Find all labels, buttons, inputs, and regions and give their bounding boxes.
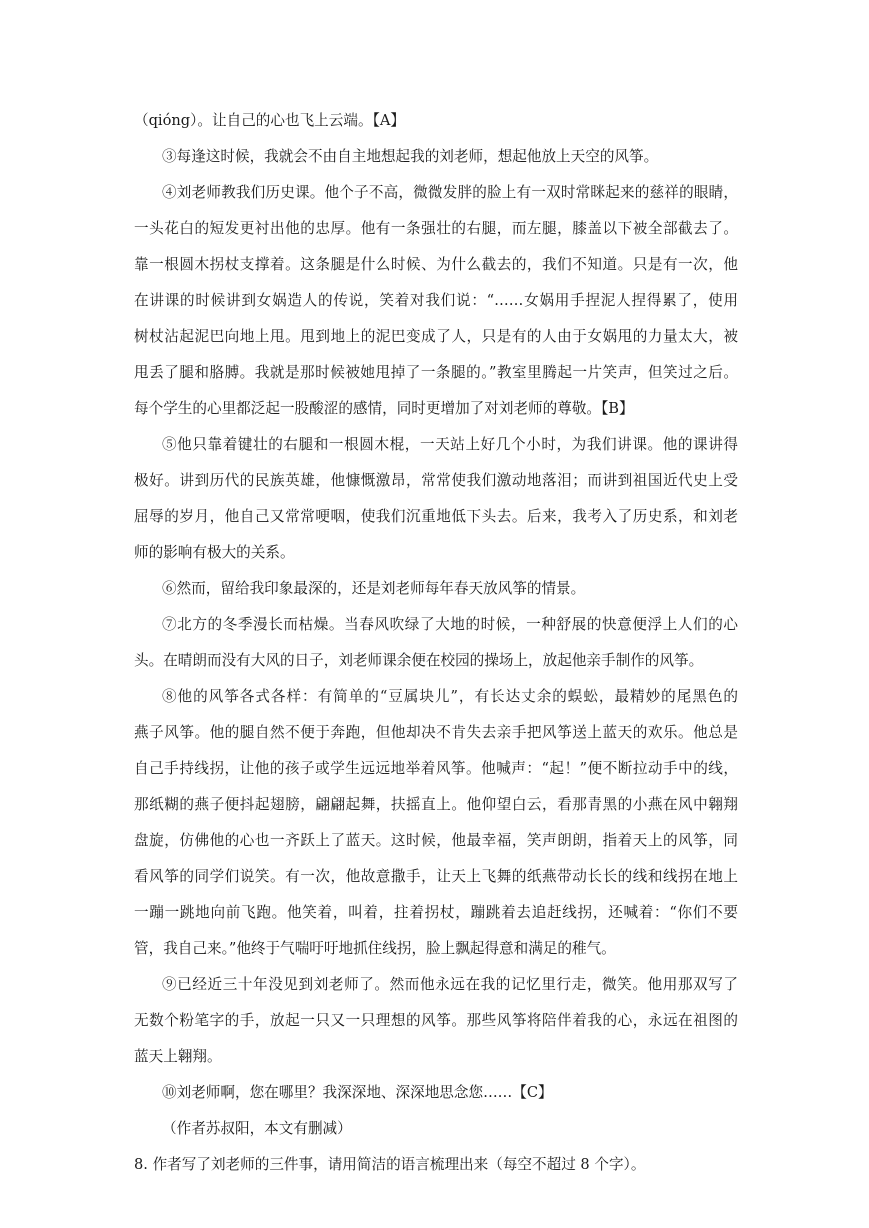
paragraph-10: ⑩刘老师啊，您在哪里？我深深地、深深地思念您……【C】 bbox=[162, 1084, 553, 1101]
paragraph-7: ⑦北方的冬季漫长而枯燥。当春风吹绿了大地的时候，一种舒展的快意便浮上人们的心 bbox=[162, 616, 738, 633]
text-line: 极好。讲到历代的民族英雄，他慷慨激昂，常常使我们激动地落泪；而讲到祖国近代史上受 bbox=[134, 472, 738, 489]
text-line: 无数个粉笔字的手，放起一只又一只理想的风筝。那些风筝将陪伴着我的心，永远在祖图的 bbox=[134, 1012, 738, 1029]
text-line: 师的影响有极大的关系。 bbox=[134, 544, 295, 561]
text-line: 一头花白的短发更衬出他的忠厚。他有一条强壮的右腿，而左腿，膝盖以下被全部截去了。 bbox=[134, 220, 738, 237]
text-line: 蓝天上翱翔。 bbox=[134, 1048, 222, 1065]
text-line: 看风筝的同学们说笑。有一次，他故意撒手，让天上飞舞的纸燕带动长长的线和线拐在地上 bbox=[134, 868, 738, 885]
text-line: 每个学生的心里都泛起一股酸涩的感情，同时更增加了对刘老师的尊敬。【B】 bbox=[134, 400, 634, 417]
text-line: 管，我自己来。”他终于气喘吁吁地抓住线拐，脸上飘起得意和满足的稚气。 bbox=[134, 940, 616, 957]
paragraph-3: ③每逢这时候，我就会不由自主地想起我的刘老师，想起他放上天空的风筝。 bbox=[162, 148, 659, 165]
text-line: 树杖沾起泥巴向地上甩。甩到地上的泥巴变成了人，只是有的人由于女娲甩的力量太大，被 bbox=[134, 328, 738, 345]
text-line: （qióng）。让自己的心也飞上云端。【A】 bbox=[134, 112, 405, 129]
question-8: 8. 作者写了刘老师的三件事，请用简洁的语言梳理出来（每空不超过 8 个字）。 bbox=[134, 1156, 646, 1173]
author-note: （作者苏叔阳，本文有删减） bbox=[162, 1120, 352, 1137]
text-line: 靠一根圆木拐杖支撑着。这条腿是什么时候、为什么截去的，我们不知道。只是有一次，他 bbox=[134, 256, 738, 273]
text-line: 甩丢了腿和胳膊。我就是那时候被她甩掉了一条腿的。”教室里腾起一片笑声，但笑过之后。 bbox=[134, 364, 738, 381]
text-line: 屈辱的岁月，他自己又常常哽咽，使我们沉重地低下头去。后来，我考入了历史系，和刘老 bbox=[134, 508, 738, 525]
text-line: 盘旋，仿佛他的心也一齐跃上了蓝天。这时候，他最幸福，笑声朗朗，指着天上的风筝，同 bbox=[134, 832, 738, 849]
text-line: 燕子风筝。他的腿自然不便于奔跑，但他却决不肯失去亲手把风筝送上蓝天的欢乐。他总是 bbox=[134, 724, 738, 741]
text-line: 那纸糊的燕子便抖起翅膀，翩翩起舞，扶摇直上。他仰望白云，看那青黑的小燕在风中翱翔 bbox=[134, 796, 738, 813]
paragraph-6: ⑥然而，留给我印象最深的，还是刘老师每年春天放风筝的情景。 bbox=[162, 580, 586, 597]
text-line: 自己手持线拐，让他的孩子或学生远远地举着风筝。他喊声：“起！”便不断拉动手中的线， bbox=[134, 760, 738, 777]
paragraph-8: ⑧他的风筝各式各样：有简单的“豆属块儿”，有长达丈余的蜈蚣，最精妙的尾黑色的 bbox=[162, 688, 738, 705]
paragraph-5: ⑤他只靠着键壮的右腿和一根圆木棍，一天站上好几个小时，为我们讲课。他的课讲得 bbox=[162, 436, 738, 453]
text-line: 一蹦一跳地向前飞跑。他笑着，叫着，拄着拐杖，蹦跳着去追赶线拐，还喊着：“你们不要 bbox=[134, 904, 738, 921]
text-line: 头。在晴朗而没有大风的日子，刘老师课余便在校园的操场上，放起他亲手制作的风筝。 bbox=[134, 652, 704, 669]
text-line: 在讲课的时候讲到女娲造人的传说，笑着对我们说：“……女娲用手捏泥人捏得累了，使用 bbox=[134, 292, 738, 309]
paragraph-9: ⑨已经近三十年没见到刘老师了。然而他永远在我的记忆里行走，微笑。他用那双写了 bbox=[162, 976, 738, 993]
paragraph-4: ④刘老师教我们历史课。他个子不高，微微发胖的脸上有一双时常眯起来的慈祥的眼睛， bbox=[162, 184, 738, 201]
